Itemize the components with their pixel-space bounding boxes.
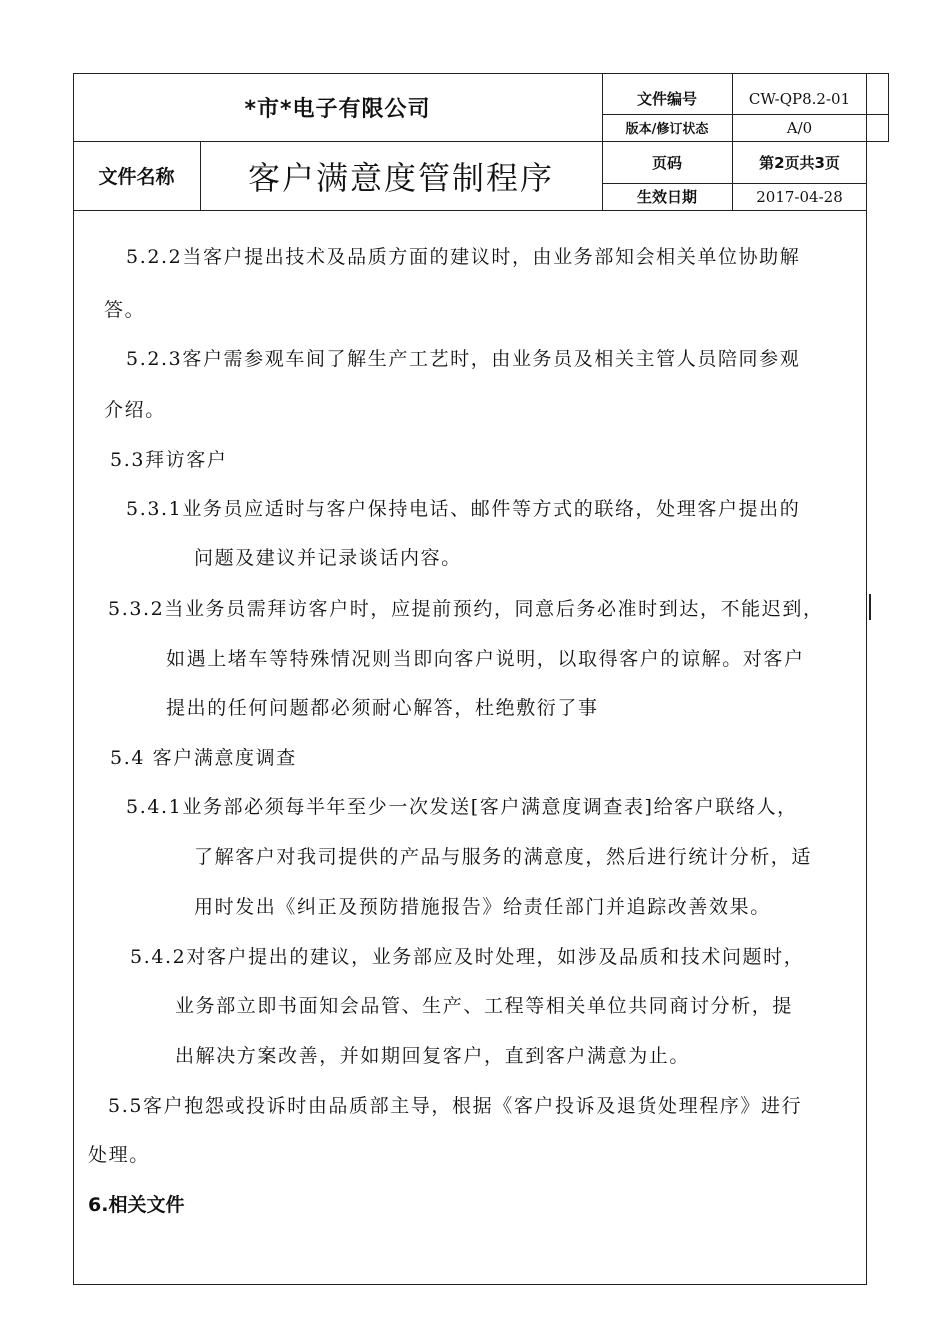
clause-5-3-1-cont: 问题及建议并记录谈话内容。: [194, 547, 462, 569]
effective-date-value: 2017-04-28: [756, 187, 843, 206]
header-bottom-border: [73, 210, 867, 211]
version-value: A/0: [786, 118, 813, 137]
clause-5-2-3: 5.2.3客户需参观车间了解生产工艺时，由业务员及相关主管人员陪同参观: [126, 348, 801, 370]
page-value: 第2页共3页: [759, 153, 840, 172]
section-6-title: 6.相关文件: [88, 1194, 185, 1216]
clause-5-5: 5.5客户抱怨或投诉时由品质部主导，根据《客户投诉及退货处理程序》进行: [108, 1095, 803, 1117]
clause-5-4-heading: 5.4 客户满意度调查: [110, 747, 297, 769]
clause-5-2-2: 5.2.2当客户提出技术及品质方面的建议时，由业务部知会相关单位协助解: [126, 246, 801, 268]
clause-5-4-2: 5.4.2对客户提出的建议，业务部应及时处理，如涉及品质和技术问题时，: [130, 946, 805, 968]
version-label: 版本/修订状态: [625, 122, 709, 137]
doc-number-value: CW-QP8.2-01: [748, 89, 851, 108]
clause-5-4-1-cont-1: 了解客户对我司提供的产品与服务的满意度，然后进行统计分析，适: [194, 846, 813, 868]
margin-mark: [869, 594, 871, 620]
clause-5-4-1-cont-2: 用时发出《纠正及预防措施报告》给责任部门并追踪改善效果。: [194, 896, 771, 918]
clause-5-2-2-cont: 答。: [104, 299, 146, 321]
clause-5-3-2-cont-1: 如遇上堵车等特殊情况则当即向客户说明，以取得客户的谅解。对客户: [166, 648, 805, 670]
doc-name-label: 文件名称: [98, 166, 175, 188]
doc-title: 客户满意度管制程序: [247, 158, 554, 197]
company-name: *市*电子有限公司: [244, 96, 431, 122]
clause-5-4-2-cont-2: 出解决方案改善，并如期回复客户，直到客户满意为止。: [175, 1045, 691, 1067]
doc-number-label: 文件编号: [636, 90, 697, 108]
effective-date-label: 生效日期: [636, 188, 697, 206]
meta-top-extension: [867, 73, 888, 74]
page-label: 页码: [651, 153, 682, 172]
clause-5-3-heading: 5.3拜访客户: [110, 449, 228, 471]
clause-5-4-2-cont-1: 业务部立即书面知会品管、生产、工程等相关单位共同商讨分析，提: [175, 995, 794, 1017]
clause-5-4-1: 5.4.1业务部必须每半年至少一次发送[客户满意度调查表]给客户联络人，: [126, 796, 798, 818]
meta-row-extension: [867, 141, 888, 142]
clause-5-3-1: 5.3.1业务员应适时与客户保持电话、邮件等方式的联络，处理客户提出的: [126, 498, 801, 520]
clause-5-3-2-cont-2: 提出的任何问题都必须耐心解答，杜绝敷衍了事: [166, 697, 599, 719]
clause-5-2-3-cont: 介绍。: [104, 399, 166, 421]
clause-5-5-cont: 处理。: [88, 1144, 150, 1166]
meta-right-extension: [888, 73, 889, 142]
clause-5-3-2: 5.3.2当业务员需拜访客户时，应提前预约，同意后务必准时到达，不能迟到，: [108, 598, 824, 620]
